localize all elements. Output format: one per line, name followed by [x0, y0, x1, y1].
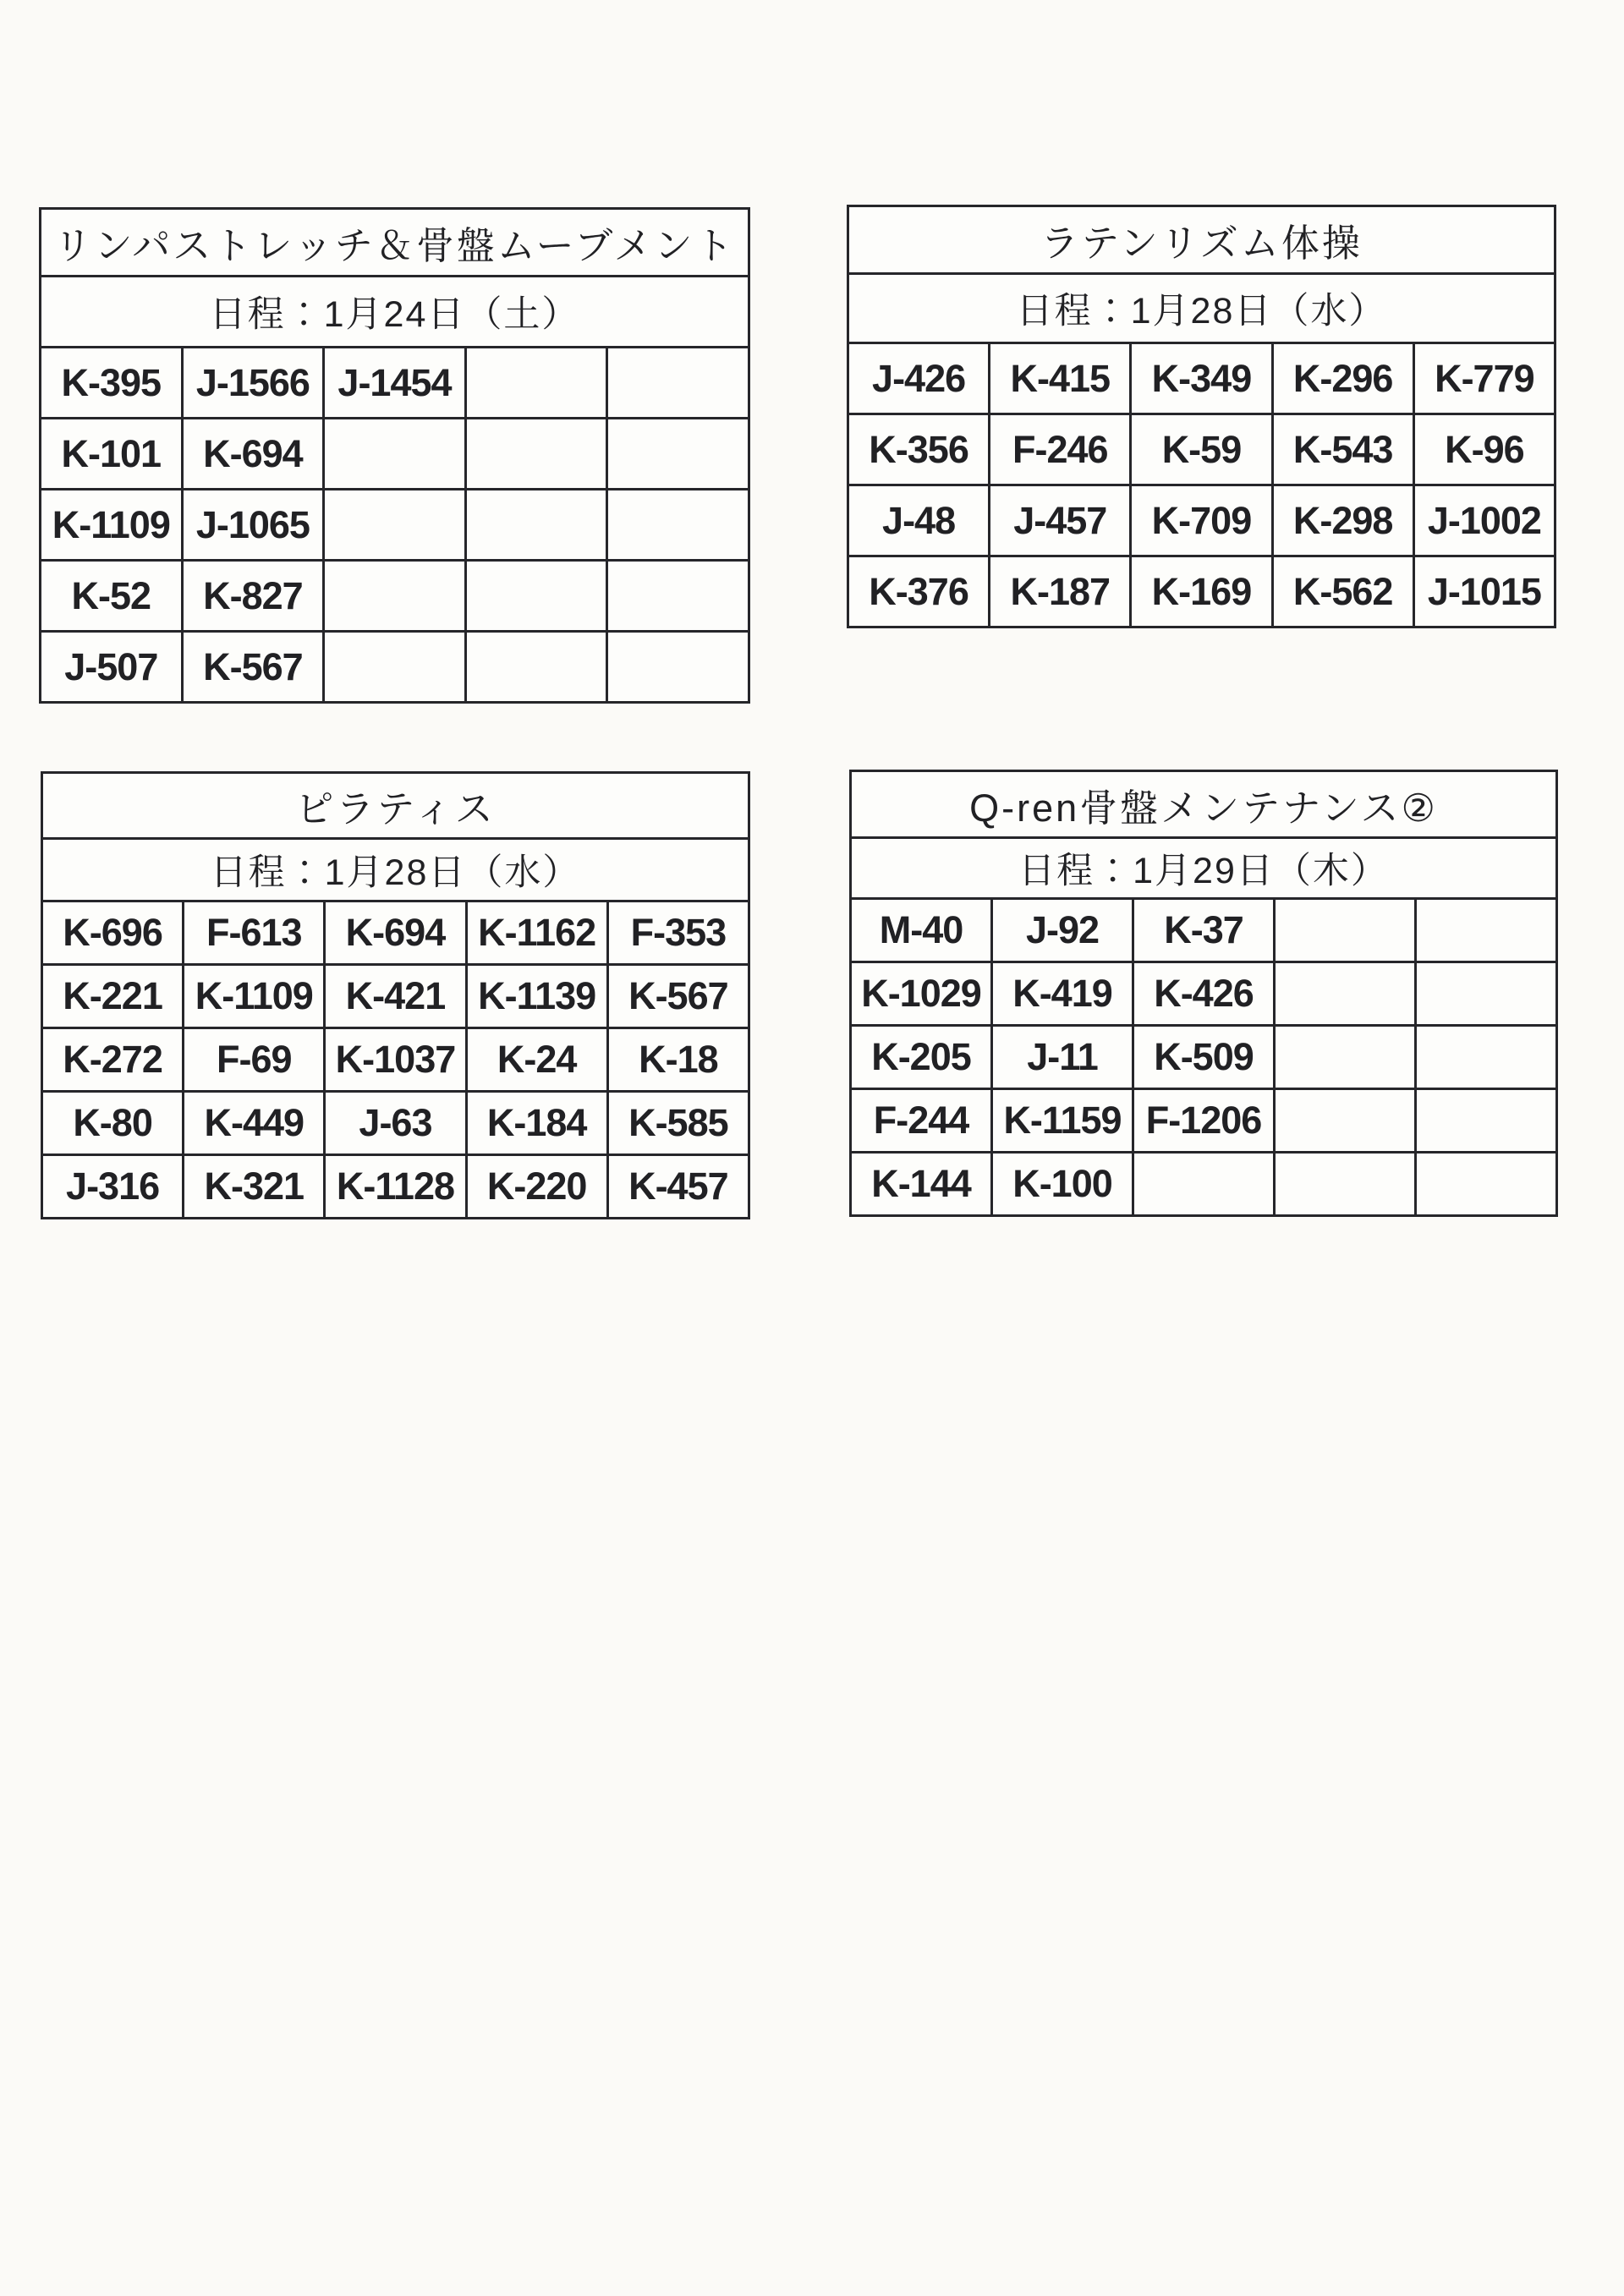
table-row [41, 561, 749, 632]
table-cell: K-694 [182, 419, 324, 490]
table-cell: K-585 [607, 1092, 749, 1155]
table-row [41, 277, 749, 348]
table-cell: K-426 [1133, 962, 1275, 1026]
table-cell [324, 632, 466, 703]
table-cell: J-507 [41, 632, 183, 703]
table-row [851, 1153, 1557, 1216]
table-cell: J-48 [848, 485, 990, 556]
table-cell: K-1159 [992, 1089, 1133, 1153]
table-cell: K-694 [325, 901, 466, 965]
table-row [851, 771, 1557, 838]
table-cell [465, 632, 607, 703]
schedule-table-qren-pelvic [849, 770, 1558, 1214]
table-cell: J-1454 [324, 348, 466, 419]
table-row [41, 632, 749, 703]
table-cell: K-169 [1131, 556, 1272, 627]
table-cell: K-356 [848, 414, 990, 485]
table-cell [1416, 1153, 1557, 1216]
schedule-table-lymph-stretch [39, 207, 750, 702]
table-cell: F-69 [184, 1028, 325, 1092]
table-cell: K-567 [182, 632, 324, 703]
table-cell: K-827 [182, 561, 324, 632]
table-cell: J-1015 [1413, 556, 1555, 627]
table-row [851, 1026, 1557, 1089]
table-cell: J-11 [992, 1026, 1133, 1089]
table-cell: K-421 [325, 965, 466, 1028]
table-cell: J-1065 [182, 490, 324, 561]
table-row [848, 485, 1555, 556]
table-cell: K-779 [1413, 343, 1555, 414]
schedule-table-latin-rhythm [847, 205, 1556, 626]
table-cell: K-80 [42, 1092, 184, 1155]
table-cell: K-24 [466, 1028, 607, 1092]
table-cell: K-709 [1131, 485, 1272, 556]
table-cell: K-562 [1272, 556, 1413, 627]
table-cell [324, 561, 466, 632]
table-row [851, 838, 1557, 899]
table-cell: J-316 [42, 1155, 184, 1219]
table-row [42, 773, 749, 839]
table-cell: K-1029 [851, 962, 992, 1026]
table-cell [324, 419, 466, 490]
table-cell: J-457 [990, 485, 1131, 556]
table-cell [465, 490, 607, 561]
table-cell: J-426 [848, 343, 990, 414]
table-cell [1275, 1089, 1416, 1153]
table-row [42, 1155, 749, 1219]
table-cell: K-1139 [466, 965, 607, 1028]
table-cell: K-349 [1131, 343, 1272, 414]
table-row [41, 209, 749, 277]
table-cell: K-187 [990, 556, 1131, 627]
table-cell: K-415 [990, 343, 1131, 414]
table-row [851, 1089, 1557, 1153]
table-date: 日程：1月29日（木） [851, 838, 1557, 899]
table-cell [1133, 1153, 1275, 1216]
table-cell: K-1128 [325, 1155, 466, 1219]
table-row [42, 965, 749, 1028]
table-cell: K-220 [466, 1155, 607, 1219]
table-cell: K-101 [41, 419, 183, 490]
table-cell [1275, 1026, 1416, 1089]
table-cell [1275, 899, 1416, 962]
table-title: ラテンリズム体操 [848, 206, 1555, 274]
table-title: Q-ren骨盤メンテナンス② [851, 771, 1557, 838]
table-cell [1275, 962, 1416, 1026]
table-cell: J-63 [325, 1092, 466, 1155]
table-title: ピラティス [42, 773, 749, 839]
table-cell [465, 419, 607, 490]
table-cell: F-246 [990, 414, 1131, 485]
table-row [848, 274, 1555, 343]
table-row [42, 901, 749, 965]
table-cell: J-1566 [182, 348, 324, 419]
table-cell: K-144 [851, 1153, 992, 1216]
table-row [42, 839, 749, 901]
table-cell: K-59 [1131, 414, 1272, 485]
table-date: 日程：1月28日（水） [42, 839, 749, 901]
table-date: 日程：1月24日（土） [41, 277, 749, 348]
table-row [848, 414, 1555, 485]
table-cell: F-244 [851, 1089, 992, 1153]
table-cell [1275, 1153, 1416, 1216]
table-cell: K-1109 [41, 490, 183, 561]
table-title: リンパストレッチ＆骨盤ムーブメント [41, 209, 749, 277]
table-cell [1416, 1026, 1557, 1089]
table-cell [607, 561, 749, 632]
table-row [41, 419, 749, 490]
table-cell [1416, 962, 1557, 1026]
table-row [42, 1028, 749, 1092]
table-cell: J-1002 [1413, 485, 1555, 556]
table-cell: K-543 [1272, 414, 1413, 485]
table-cell: K-184 [466, 1092, 607, 1155]
table-cell: K-18 [607, 1028, 749, 1092]
table-date: 日程：1月28日（水） [848, 274, 1555, 343]
table-cell: K-52 [41, 561, 183, 632]
table-cell: K-37 [1133, 899, 1275, 962]
table-cell: K-1037 [325, 1028, 466, 1092]
table-cell [465, 561, 607, 632]
table-cell [1416, 1089, 1557, 1153]
table-cell [465, 348, 607, 419]
table-row [848, 343, 1555, 414]
table-cell: K-100 [992, 1153, 1133, 1216]
table-cell: K-321 [184, 1155, 325, 1219]
table-cell: F-353 [607, 901, 749, 965]
table-cell: K-509 [1133, 1026, 1275, 1089]
table-cell [324, 490, 466, 561]
table-cell: F-1206 [1133, 1089, 1275, 1153]
table-row [848, 556, 1555, 627]
schedule-table-pilates [41, 771, 750, 1216]
table-cell [1416, 899, 1557, 962]
table-cell: K-376 [848, 556, 990, 627]
table-cell: K-221 [42, 965, 184, 1028]
table-cell [607, 419, 749, 490]
table-row [851, 899, 1557, 962]
table-cell: K-296 [1272, 343, 1413, 414]
table-cell: K-298 [1272, 485, 1413, 556]
table-cell: K-457 [607, 1155, 749, 1219]
table-row [42, 1092, 749, 1155]
table-cell: K-272 [42, 1028, 184, 1092]
table-cell: K-395 [41, 348, 183, 419]
table-cell: K-205 [851, 1026, 992, 1089]
table-cell: M-40 [851, 899, 992, 962]
table-cell: J-92 [992, 899, 1133, 962]
table-cell: K-419 [992, 962, 1133, 1026]
table-cell [607, 632, 749, 703]
table-cell: K-96 [1413, 414, 1555, 485]
table-cell: K-449 [184, 1092, 325, 1155]
table-cell: K-696 [42, 901, 184, 965]
table-cell: K-1109 [184, 965, 325, 1028]
table-cell: K-567 [607, 965, 749, 1028]
table-cell: K-1162 [466, 901, 607, 965]
table-row [851, 962, 1557, 1026]
table-cell [607, 348, 749, 419]
table-cell [607, 490, 749, 561]
table-row [41, 490, 749, 561]
table-row [848, 206, 1555, 274]
table-row [41, 348, 749, 419]
table-cell: F-613 [184, 901, 325, 965]
